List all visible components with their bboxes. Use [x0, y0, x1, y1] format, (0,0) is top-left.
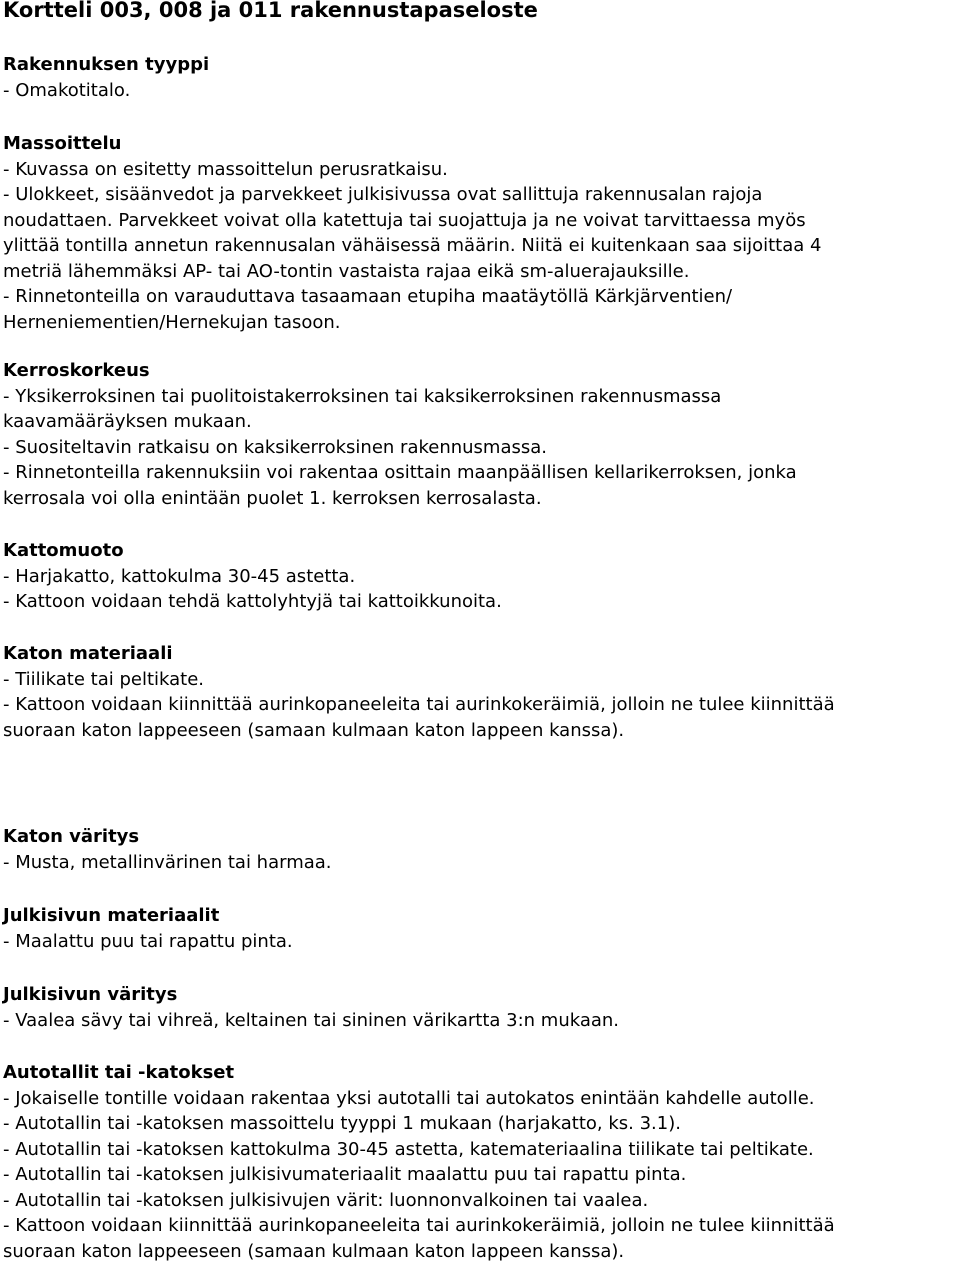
- text-line: - Harjakatto, kattokulma 30-45 astetta.: [3, 565, 356, 587]
- section-katon-materiaali: [3, 641, 835, 743]
- section-heading: Rakennuksen tyyppi: [3, 54, 210, 75]
- section-rakennuksen-tyyppi: [3, 52, 209, 103]
- text-line: metriä lähemmäksi AP- tai AO-tontin vastaista rajaa eikä sm-aluerajauksille.: [3, 260, 690, 282]
- text-line: - Ulokkeet, sisäänvedot ja parvekkeet julkisivussa ovat sallittuja rakennusalan rajoja: [3, 184, 763, 205]
- text-line: - Autotallin tai -katoksen massoittelu tyyppi 1 mukaan (harjakatto, ks. 3.1).: [3, 1113, 681, 1134]
- text-line: - Kuvassa on esitetty massoittelun perusratkaisu.: [3, 158, 448, 180]
- text-line: - Kattoon voidaan kiinnittää aurinkopaneeleita tai aurinkokeräimiä, jolloin ne tulee kiinnittää: [3, 694, 835, 715]
- text-line: - Rinnetonteilla rakennuksiin voi rakentaa osittain maanpäällisen kellarikerroksen, jonka: [3, 462, 797, 483]
- text-line: Herneniementien/Hernekujan tasoon.: [3, 311, 341, 333]
- section-heading: Julkisivun väritys: [3, 984, 178, 1005]
- text-line: suoraan katon lappeeseen (samaan kulmaan katon lappeen kanssa).: [3, 719, 625, 741]
- text-line: - Yksikerroksinen tai puolitoistakerroksinen tai kaksikerroksinen rakennusmassa: [3, 385, 722, 407]
- section-heading: Kerroskorkeus: [3, 360, 150, 381]
- section-heading: Katon materiaali: [3, 643, 173, 664]
- text-line: - Maalattu puu tai rapattu pinta.: [3, 930, 293, 952]
- text-line: - Autotallin tai -katoksen kattokulma 30-45 astetta, katemateriaalina tiilikate tai peltikate.: [3, 1138, 814, 1160]
- section-heading: Massoittelu: [3, 133, 122, 154]
- section-heading: Kattomuoto: [3, 540, 124, 561]
- section-heading: Katon väritys: [3, 826, 140, 847]
- text-line: noudattaen. Parvekkeet voivat olla katettuja tai suojattuja ja ne voivat tarvittaessa myös: [3, 209, 806, 231]
- section-julkisivun-materiaalit: [3, 903, 293, 954]
- text-line: - Kattoon voidaan kiinnittää aurinkopaneeleita tai aurinkokeräimiä, jolloin ne tulee kiinnittää: [3, 1215, 835, 1236]
- section-heading: Autotallit tai -katokset: [3, 1062, 235, 1083]
- text-line: ylittää tontilla annetun rakennusalan vähäisessä määrin. Niitä ei kuitenkaan saa sijoittaa 4: [3, 235, 822, 256]
- section-julkisivun-varitys: [3, 982, 619, 1033]
- text-line: kerrosala voi olla enintään puolet 1. kerroksen kerrosalasta.: [3, 487, 542, 509]
- text-line: - Jokaiselle tontille voidaan rakentaa yksi autotalli tai autokatos enintään kahdelle autolle.: [3, 1087, 815, 1109]
- section-heading: Julkisivun materiaalit: [3, 905, 220, 926]
- section-kattomuoto: [3, 538, 502, 615]
- document-title: Kortteli 003, 008 ja 011 rakennustapaseloste: [3, 0, 538, 22]
- text-line: - Kattoon voidaan tehdä kattolyhtyjä tai kattoikkunoita.: [3, 591, 502, 612]
- text-line: - Autotallin tai -katoksen julkisivujen värit: luonnonvalkoinen tai vaalea.: [3, 1189, 649, 1211]
- section-katon-varitys: [3, 824, 332, 875]
- text-line: - Tiilikate tai peltikate.: [3, 668, 205, 690]
- text-line: - Suositeltavin ratkaisu on kaksikerroksinen rakennusmassa.: [3, 436, 547, 458]
- text-line: - Rinnetonteilla on varauduttava tasaamaan etupiha maatäytöllä Kärkjärventien/: [3, 286, 733, 307]
- section-autotallit: [3, 1060, 835, 1264]
- section-massoittelu: [3, 131, 821, 335]
- text-line: kaavamääräyksen mukaan.: [3, 411, 252, 432]
- text-line: - Autotallin tai -katoksen julkisivumateriaalit maalattu puu tai rapattu pinta.: [3, 1164, 687, 1185]
- section-kerroskorkeus: [3, 358, 797, 511]
- text-line: suoraan katon lappeeseen (samaan kulmaan katon lappeen kanssa).: [3, 1240, 625, 1262]
- text-line: - Musta, metallinvärinen tai harmaa.: [3, 851, 332, 873]
- text-line: - Vaalea sävy tai vihreä, keltainen tai sininen värikartta 3:n mukaan.: [3, 1009, 620, 1031]
- text-line: - Omakotitalo.: [3, 79, 131, 101]
